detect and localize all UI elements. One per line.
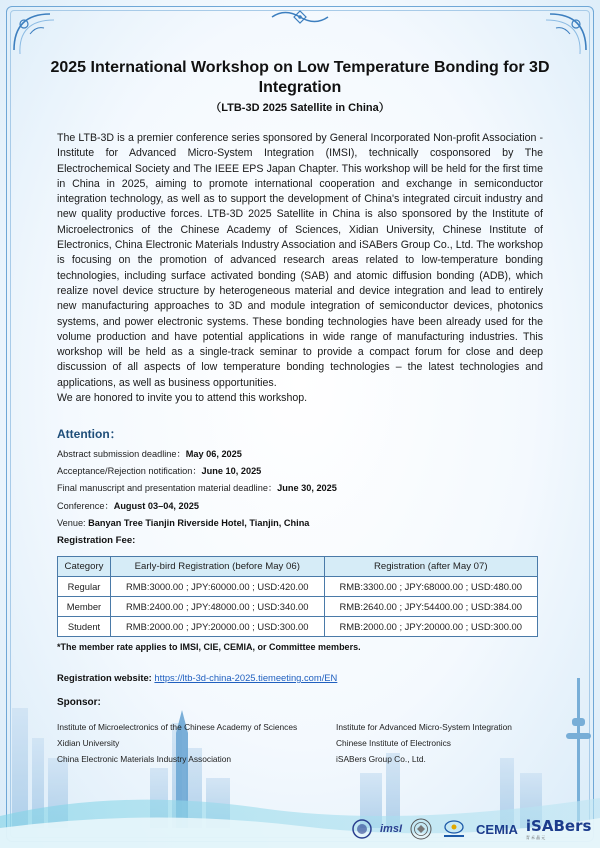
list-item (57, 515, 337, 532)
date-value: May 06, 2025 (185, 449, 242, 459)
imsi-logo (380, 823, 402, 835)
isabers-logo-subtext: 青 禾 晶 元 (525, 835, 546, 840)
table-row (58, 597, 538, 617)
intro-text (57, 131, 543, 406)
cemia-logo (476, 822, 518, 837)
list-item: China Electronic Materials Industry Association (57, 753, 232, 764)
intro-paragraph: The LTB-3D is a premier conference series sponsored by General Incorporated Non-profit Association - Institute for Advanced Micro-System Integration (IMSI), technically cosponsored by The Electrochemical Society and The IEEE EPS Japan Chapter. This workshop will be held for the first time in China in 2025, aiming to promote international cooperation and exchange in semiconductor integration technology, as well as to support the development of China's integrated circuit industry and new quality productive forces. LTB-3D 2025 Satellite in China is also sponsored by the Institute of Microelectronics of the Chinese Academy of Sciences, Xidian University, Chinese Institute of Electronics, China Electronic Materials Industry Association and iSABers Group Co., Ltd. The workshop is focusing on the promotion of advanced research areas related to low-temperature bonding technologies, including surface activated bonding (SAB) and atomic diffusion bonding (ADB), which realize novel device structure by heterogeneous material and device integration and lead to entirely new manufacturing approaches to 3D and module integration of semiconductor devices, photonics systems, and power electronic systems. These bonding technologies have been already used for the volume production and have potential applications in wide range of manufacturing industries. This workshop will be held as a single-track seminar to provide a compact forum for close and deep discussion of all aspects of low temperature bonding technologies – the latest technologies and applications, as well as business opportunities. (57, 132, 543, 389)
table-cell: RMB:2640.00 ; JPY:54400.00 ; USD:384.00 (324, 597, 538, 617)
date-label: Acceptance/Rejection notification： (57, 466, 202, 477)
isabers-logo-text: iSABers (525, 817, 592, 835)
table-cell: Regular (58, 577, 111, 597)
registration-website (57, 672, 337, 683)
registration-website-label: Registration website: (57, 672, 155, 683)
list-item (57, 446, 337, 463)
page-title: 2025 International Workshop on Low Temperature Bonding for 3D Integration (50, 59, 550, 96)
date-value: June 10, 2025 (201, 466, 262, 477)
key-dates-list (57, 446, 337, 532)
page-subtitle: （LTB-3D 2025 Satellite in China） (210, 102, 390, 114)
date-label: Conference： (57, 500, 114, 511)
list-item: iSABers Group Co., Ltd. (336, 753, 426, 764)
table-row (58, 577, 538, 597)
table-cell: RMB:2000.00 ; JPY:20000.00 ; USD:300.00 (324, 617, 538, 637)
member-rate-note: *The member rate applies to IMSI, CIE, CEMIA, or Committee members. (57, 642, 361, 652)
cas-seal-logo (352, 819, 372, 839)
table-cell: RMB:2400.00 ; JPY:48000.00 ; USD:340.00 (111, 597, 325, 617)
registration-fee-heading: Registration Fee: (57, 535, 136, 546)
invitation-line: We are honored to invite you to attend this workshop. (57, 392, 308, 405)
sponsor-list-left (57, 720, 297, 767)
cie-logo (440, 819, 468, 839)
top-center-ornament (270, 8, 330, 26)
table-header-row (58, 557, 538, 577)
sponsor-heading: Sponsor: (57, 697, 101, 708)
column-header: Registration (after May 07) (324, 557, 538, 577)
attention-heading: Attention： (57, 427, 122, 441)
list-item: Institute of Microelectronics of the Chinese Academy of Sciences (57, 722, 298, 732)
imsi-logo-text: imsI (380, 823, 403, 835)
column-header: Category (58, 557, 111, 577)
list-item: Xidian University (57, 737, 120, 748)
venue-value: Banyan Tree Tianjin Riverside Hotel, Tianjin, China (88, 517, 310, 528)
isabers-logo (526, 817, 592, 841)
table-cell: RMB:2000.00 ; JPY:20000.00 ; USD:300.00 (111, 617, 325, 637)
date-value: June 30, 2025 (277, 483, 337, 494)
cemia-logo-text: CEMIA (476, 821, 518, 837)
column-header: Early-bird Registration (before May 06) (111, 557, 325, 577)
list-item: Institute for Advanced Micro-System Integration (336, 722, 512, 732)
registration-fee-table (57, 556, 538, 637)
list-item (57, 498, 337, 515)
xidian-university-seal-logo (410, 818, 432, 840)
sponsor-logo-strip (352, 818, 591, 840)
registration-website-link[interactable]: https://ltb-3d-china-2025.tiemeeting.com/EN (154, 672, 338, 683)
date-value: August 03–04, 2025 (113, 500, 199, 511)
table-cell: RMB:3000.00 ; JPY:60000.00 ; USD:420.00 (111, 577, 325, 597)
list-item: Chinese Institute of Electronics (336, 737, 451, 748)
date-label: Final manuscript and presentation material deadline： (57, 483, 278, 494)
table-cell: Member (58, 597, 111, 617)
table-cell: RMB:3300.00 ; JPY:68000.00 ; USD:480.00 (324, 577, 538, 597)
list-item (57, 480, 337, 497)
table-cell: Student (58, 617, 111, 637)
sponsor-list-right (336, 720, 512, 767)
venue-label: Venue: (57, 517, 89, 528)
table-row (58, 617, 538, 637)
date-label: Abstract submission deadline： (57, 449, 186, 459)
list-item (57, 463, 337, 480)
